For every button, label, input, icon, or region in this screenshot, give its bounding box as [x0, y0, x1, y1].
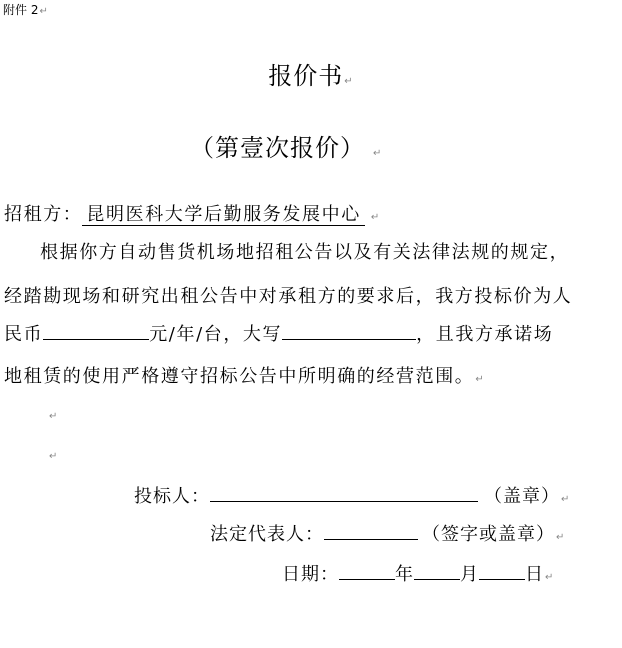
rep-label: 法定代表人：	[210, 524, 324, 545]
body-text: 根据你方自动售货机场地招租公告以及有关法律法规的规定，	[40, 242, 570, 263]
legal-rep-line	[210, 520, 565, 546]
rep-blank[interactable]	[324, 521, 418, 540]
body-text: 地租赁的使用严格遵守招标公告中所明确的经营范围。	[4, 366, 475, 387]
body-text: 经踏勘现场和研究出租公告中对承租方的要求后，我方投标价为人	[4, 286, 573, 307]
bidder-blank[interactable]	[210, 483, 478, 502]
bidder-label: 投标人：	[134, 486, 210, 507]
document-title	[0, 56, 622, 91]
rep-suffix: （签字或盖章）	[422, 524, 555, 545]
lessor-name: 昆明医科大学后勤服务发展中心	[82, 204, 364, 226]
price-in-words-blank[interactable]	[282, 321, 416, 340]
lessor-label: 招租方：	[4, 204, 83, 225]
paragraph-mark-icon: ↵	[373, 148, 383, 159]
body-line-4	[4, 362, 485, 388]
title-text: 报价书	[268, 62, 344, 90]
month-label: 月	[460, 564, 479, 585]
subtitle-text: （第壹次报价）	[190, 134, 365, 162]
body-text: 民币	[4, 324, 44, 345]
body-line-1	[40, 238, 569, 264]
paragraph-mark-icon: ↵	[556, 532, 566, 543]
document-subtitle	[190, 128, 382, 163]
paragraph-mark-icon: ↵	[545, 572, 555, 583]
paragraph-mark-icon: ↵	[370, 212, 381, 223]
paragraph-mark-icon: ↵	[49, 451, 58, 462]
year-label: 年	[395, 564, 414, 585]
price-blank[interactable]	[43, 321, 149, 340]
empty-paragraph	[48, 444, 57, 463]
date-label: 日期：	[282, 564, 339, 585]
body-line-3	[4, 320, 553, 346]
attachment-label	[3, 1, 48, 18]
empty-paragraph	[48, 404, 57, 423]
day-label: 日	[525, 564, 544, 585]
paragraph-mark-icon: ↵	[561, 494, 571, 505]
paragraph-mark-icon: ↵	[475, 374, 486, 385]
lessor-line	[4, 200, 381, 226]
paragraph-mark-icon: ↵	[344, 76, 354, 87]
paragraph-mark-icon: ↵	[39, 6, 48, 17]
bidder-suffix: （盖章）	[484, 486, 560, 507]
body-line-2	[4, 282, 572, 308]
month-blank[interactable]	[414, 561, 460, 580]
body-text: ，且我方承诺场	[416, 324, 554, 345]
paragraph-mark-icon: ↵	[49, 411, 58, 422]
year-blank[interactable]	[339, 561, 395, 580]
bidder-line	[134, 482, 570, 508]
attachment-text: 附件 2	[3, 3, 39, 17]
date-line	[282, 560, 554, 586]
body-text: 元/年/台，大写	[149, 324, 283, 345]
day-blank[interactable]	[479, 561, 525, 580]
